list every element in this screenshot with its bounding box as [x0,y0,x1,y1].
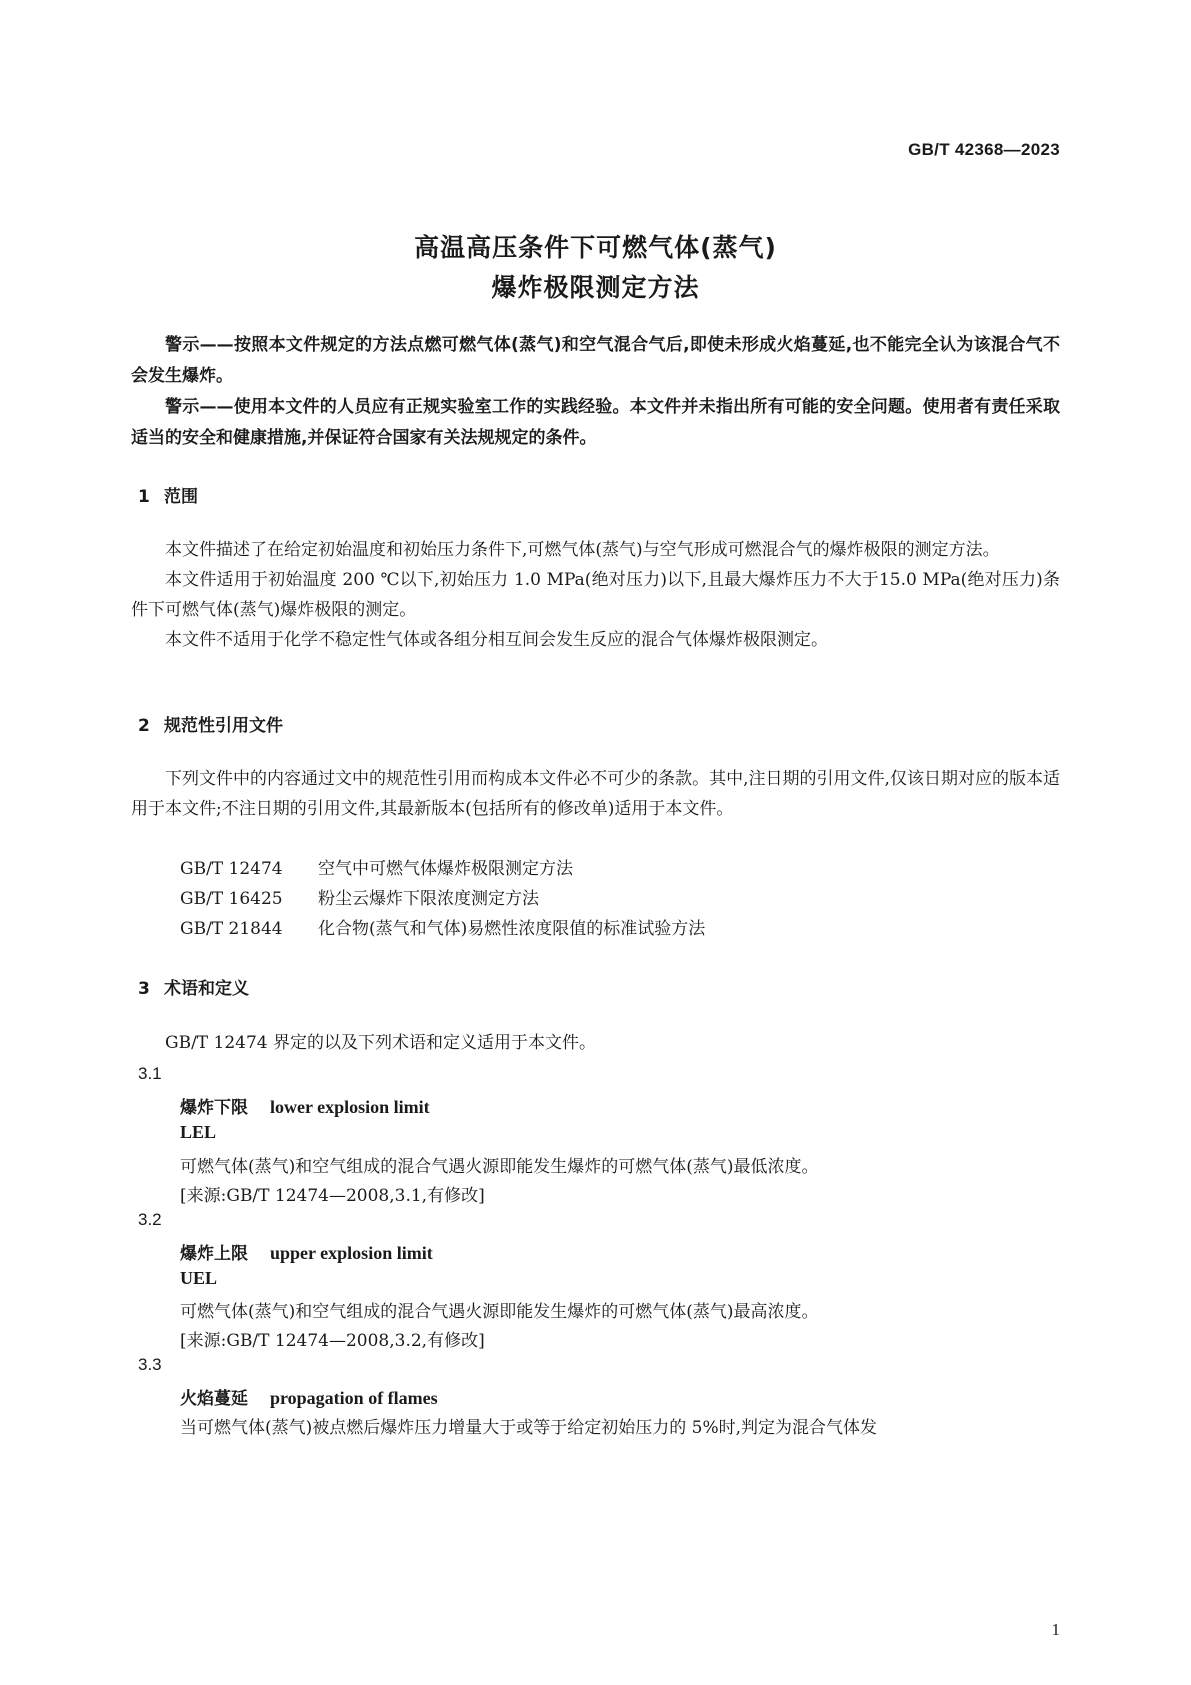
section-3-intro [131,1028,1060,1058]
reference-code: GB/T 16425 [180,889,283,909]
standard-number: GB/T 42368—2023 [908,140,1060,159]
reference-code: GB/T 21844 [180,919,283,939]
paragraph: 本文件描述了在给定初始温度和初始压力条件下,可燃气体(蒸气)与空气形成可燃混合气的爆炸极限的测定方法。 [165,540,1000,560]
warning-2: 警示——使用本文件的人员应有正规实验室工作的实践经验。本文件并未指出所有可能的安全问题。使用者有责任采取适当的安全和健康措施,并保证符合国家有关法规规定的条件。 [131,397,1060,448]
term-number: 3.2 [138,1210,162,1229]
term-heading [180,1093,430,1118]
paragraph: 本文件适用于初始温度 200 ℃以下,初始压力 1.0 MPa(绝对压力)以下,且最大爆炸压力不大于15.0 MPa(绝对压力)条件下可燃气体(蒸气)爆炸极限的测定。 [131,570,1060,620]
section-number: 2 [138,716,150,736]
term-en: lower explosion limit [270,1097,430,1117]
term-number: 3.3 [138,1355,162,1374]
reference-code: GB/T 12474 [180,859,283,879]
reference-title: 化合物(蒸气和气体)易燃性浓度限值的标准试验方法 [318,919,706,939]
section-3-heading [138,974,249,999]
document-title-line-2: 爆炸极限测定方法 [491,273,700,302]
reference-item [180,914,705,944]
term-heading [180,1239,433,1264]
reference-item [180,884,539,914]
paragraph: 下列文件中的内容通过文中的规范性引用而构成本文件必不可少的条款。其中,注日期的引用文件,仅该日期对应的版本适用于本文件;不注日期的引用文件,其最新版本(包括所有的修改单)适用于本文件。 [131,769,1060,819]
term-zh: 火焰蔓延 [180,1389,248,1409]
reference-title: 粉尘云爆炸下限浓度测定方法 [318,889,539,909]
paragraph: GB/T 12474 界定的以及下列术语和定义适用于本文件。 [165,1033,597,1053]
section-title: 术语和定义 [164,979,249,999]
term-number: 3.1 [138,1064,162,1083]
term-heading [180,1384,438,1409]
page-number: 1 [1051,1620,1060,1639]
section-1-body [131,535,1060,655]
warning-block [131,330,1060,454]
paragraph: 本文件不适用于化学不稳定性气体或各组分相互间会发生反应的混合气体爆炸极限测定。 [165,630,828,650]
section-title: 范围 [164,487,198,507]
section-title: 规范性引用文件 [164,716,283,736]
term-source: [来源:GB/T 12474—2008,3.1,有修改] [180,1186,485,1206]
term-zh: 爆炸下限 [180,1098,248,1118]
section-number: 1 [138,487,150,507]
section-2-intro [131,764,1060,824]
term-zh: 爆炸上限 [180,1244,248,1264]
section-number: 3 [138,979,150,999]
term-definition: 可燃气体(蒸气)和空气组成的混合气遇火源即能发生爆炸的可燃气体(蒸气)最高浓度。 [180,1302,819,1322]
term-definition: 可燃气体(蒸气)和空气组成的混合气遇火源即能发生爆炸的可燃气体(蒸气)最低浓度。 [180,1157,819,1177]
reference-item [180,854,573,884]
term-en: propagation of flames [270,1388,438,1408]
term-abbreviation: LEL [180,1122,217,1142]
term-source: [来源:GB/T 12474—2008,3.2,有修改] [180,1331,485,1351]
warning-1: 警示——按照本文件规定的方法点燃可燃气体(蒸气)和空气混合气后,即使未形成火焰蔓延,也不能完全认为该混合气不会发生爆炸。 [131,335,1060,386]
document-title-line-1: 高温高压条件下可燃气体(蒸气) [414,233,777,262]
term-definition: 当可燃气体(蒸气)被点燃后爆炸压力增量大于或等于给定初始压力的 5%时,判定为混合气体发 [180,1418,878,1438]
reference-title: 空气中可燃气体爆炸极限测定方法 [318,859,573,879]
section-2-heading [138,711,283,736]
term-abbreviation: UEL [180,1268,218,1288]
section-1-heading [138,482,198,507]
term-en: upper explosion limit [270,1243,433,1263]
